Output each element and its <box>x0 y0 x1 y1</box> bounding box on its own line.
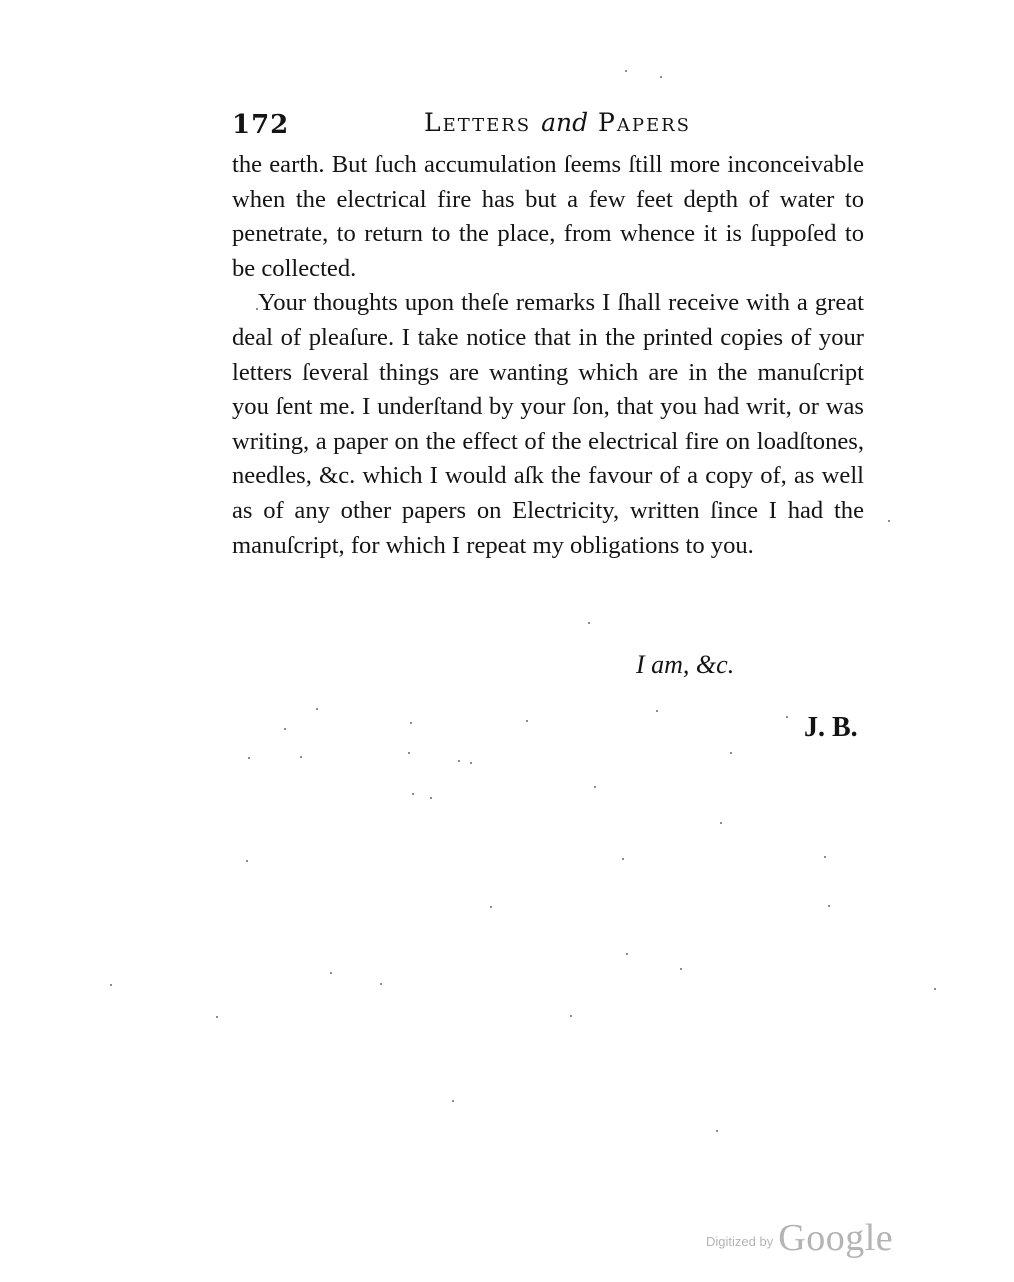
google-logo: Google <box>778 1217 894 1259</box>
letter-body <box>232 148 864 563</box>
page-number: 172 <box>232 110 290 140</box>
running-head-title-part1: Letters <box>424 108 532 137</box>
running-head-title-italic: and <box>541 108 589 137</box>
running-head-title-part2: Papers <box>598 108 692 137</box>
watermark-prefix: Digitized by <box>706 1234 774 1249</box>
paragraph-2: Your thoughts upon theſe remarks I ſhall receive with a great deal of pleaſure. I take notice that in the printed copies of your letters ſeveral things are wanting which are in the manuſcript you ſent me. I underſtand by your ſon, that you had writ, or was writing, a paper on the effect of the electrical fire on loadſtones, needles, &c. which I would aſk the favour of a copy of, as well as of any other papers on Electricity, written ſince I had the manuſcript, for which I repeat my obligations to you. <box>232 289 864 559</box>
paragraph-1: the earth. But ſuch accumulation ſeems ſtill more inconceivable when the electrical fire has but a few feet depth of water to penetrate, to return to the place, from whence it is ſuppoſed to be collected. <box>232 151 864 282</box>
signature: J. B. <box>804 712 858 743</box>
digitized-by-google-watermark <box>706 1216 894 1259</box>
running-head-title <box>424 108 691 137</box>
running-head <box>232 104 872 144</box>
closing-formula: I am, &c. <box>636 650 735 679</box>
